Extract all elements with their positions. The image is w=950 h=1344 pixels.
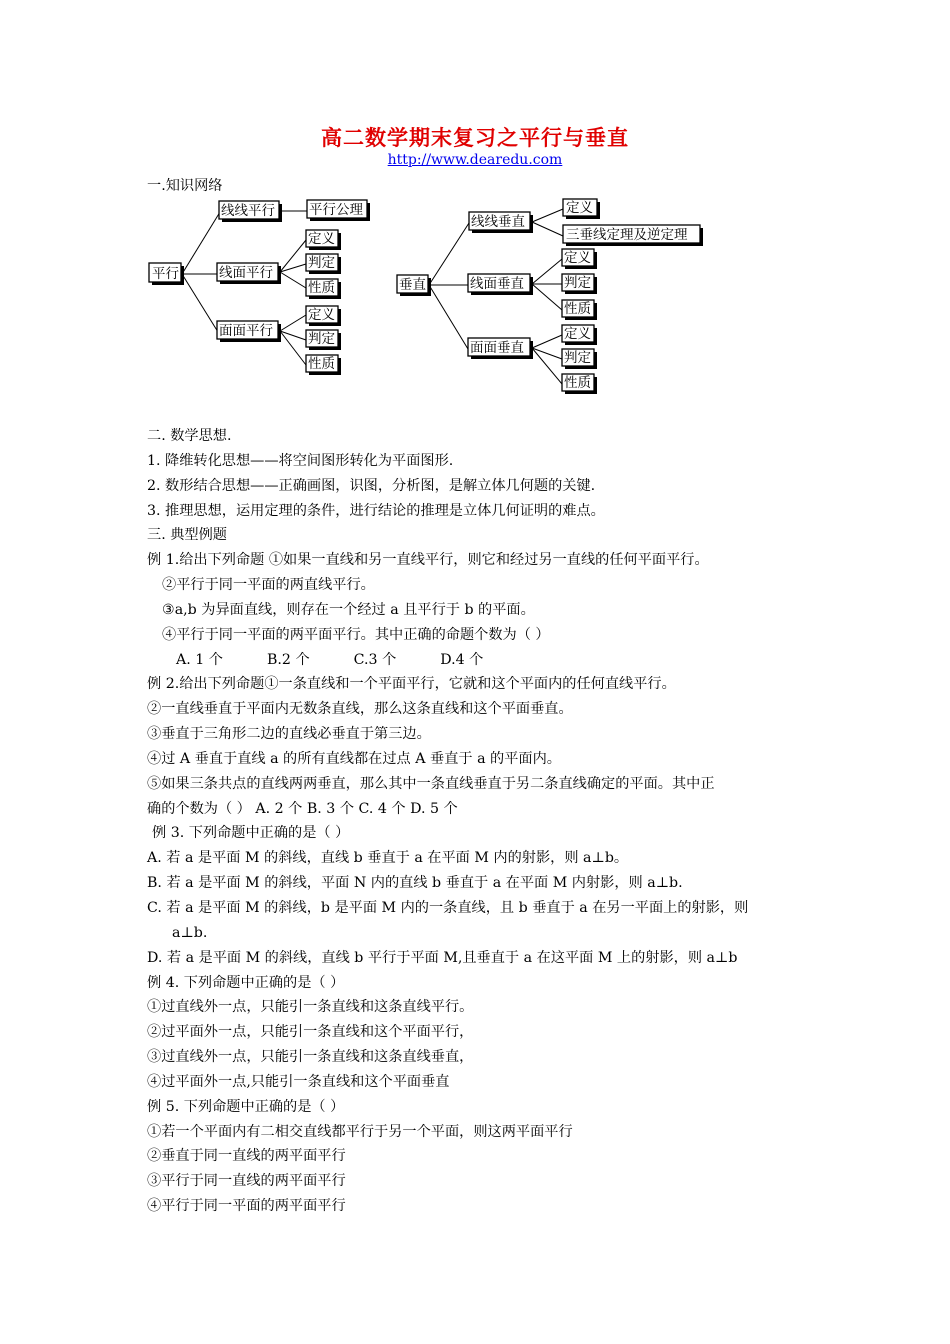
node-lp-perp-criterion	[562, 274, 597, 294]
example-3-stem: 例 3. 下列命题中正确的是（ ）	[152, 825, 350, 841]
svg-text:性质: 性质	[564, 375, 591, 391]
node-line-line-parallel	[219, 201, 282, 222]
svg-text:面面平行: 面面平行	[219, 323, 273, 339]
thought-item: 2. 数形结合思想——正确画图，识图，分析图，是解立体几何题的关键.	[147, 478, 596, 494]
example-1-item: ③a,b 为异面直线，则存在一个经过 a 且平行于 b 的平面。	[162, 602, 535, 618]
node-lp-parallel-property	[306, 279, 341, 299]
node-parallel-root	[149, 263, 184, 285]
section-knowledge-network: 一.知识网络	[147, 178, 223, 194]
svg-text:性质: 性质	[308, 280, 335, 296]
section-math-thinking: 二. 数学思想.	[147, 428, 232, 444]
example-2-line: ④过 A 垂直于直线 a 的所有直线都在过点 A 垂直于 a 的平面内。	[147, 751, 561, 767]
example-2-line: ②一直线垂直于平面内无数条直线，那么这条直线和这个平面垂直。	[147, 701, 573, 717]
svg-text:线线平行: 线线平行	[221, 203, 275, 219]
option-b: B.2 个	[267, 652, 310, 668]
svg-text:定义: 定义	[308, 307, 335, 323]
svg-text:性质: 性质	[564, 301, 591, 317]
svg-text:性质: 性质	[308, 356, 335, 372]
source-link[interactable]: http://www.dearedu.com	[387, 152, 563, 168]
node-lp-perp-property	[562, 300, 597, 320]
example-2-line: ③垂直于三角形二边的直线必垂直于第三边。	[147, 726, 431, 742]
example-4-item: ④过平面外一点,只能引一条直线和这个平面垂直	[147, 1074, 450, 1090]
node-lp-parallel-definition	[306, 230, 341, 250]
example-3-option-a: A. 若 a 是平面 M 的斜线，直线 b 垂直于 a 在平面 M 内的射影，则 a⊥b。	[147, 850, 629, 866]
option-a: A. 1 个	[176, 652, 223, 668]
example-1-options	[176, 651, 527, 669]
example-1-stem: 例 1.给出下列命题 ①如果一直线和另一直线平行，则它和经过另一直线的任何平面平行。	[147, 552, 709, 568]
node-three-perpendiculars-theorem	[563, 225, 703, 246]
node-lp-perp-definition	[562, 249, 597, 269]
option-c: C.3 个	[353, 652, 397, 668]
node-pp-perp-criterion	[562, 349, 597, 369]
svg-text:定义: 定义	[566, 200, 593, 216]
svg-text:定义: 定义	[308, 231, 335, 247]
svg-text:线线垂直: 线线垂直	[471, 214, 525, 230]
node-line-plane-perpendicular	[468, 274, 533, 295]
example-4-stem: 例 4. 下列命题中正确的是（ ）	[147, 975, 345, 991]
example-3-option-c: C. 若 a 是平面 M 的斜线，b 是平面 M 内的一条直线，且 b 垂直于 a 在另一平面上的射影，则	[147, 900, 749, 916]
svg-text:判定: 判定	[308, 255, 335, 271]
example-5-item: ④平行于同一平面的两平面平行	[147, 1198, 346, 1214]
node-pp-perp-property	[562, 374, 597, 394]
example-2-options: 确的个数为（ ） A. 2 个 B. 3 个 C. 4 个 D. 5 个	[147, 801, 458, 817]
node-pp-parallel-property	[306, 355, 341, 375]
node-lp-parallel-criterion	[306, 254, 341, 274]
node-pp-parallel-criterion	[306, 330, 341, 350]
example-4-item: ②过平面外一点，只能引一条直线和这个平面平行，	[147, 1024, 474, 1040]
svg-text:判定: 判定	[564, 275, 591, 291]
knowledge-network-diagram	[0, 0, 950, 410]
option-d: D.4 个	[440, 652, 484, 668]
example-5-item: ①若一个平面内有二相交直线都平行于另一个平面，则这两平面平行	[147, 1124, 573, 1140]
svg-text:平行公理: 平行公理	[309, 202, 363, 218]
example-3-option-b: B. 若 a 是平面 M 的斜线，平面 N 内的直线 b 垂直于 a 在平面 M 内射影，则 a⊥b.	[147, 875, 683, 891]
svg-text:线面垂直: 线面垂直	[470, 276, 524, 292]
svg-text:三垂线定理及逆定理: 三垂线定理及逆定理	[566, 227, 688, 243]
svg-text:垂直: 垂直	[399, 277, 426, 293]
node-parallel-axiom	[307, 200, 370, 221]
section-typical-examples: 三. 典型例题	[147, 527, 227, 543]
node-pp-parallel-definition	[306, 306, 341, 326]
node-line-plane-parallel	[217, 263, 281, 284]
example-4-item: ③过直线外一点，只能引一条直线和这条直线垂直，	[147, 1049, 474, 1065]
svg-text:平行: 平行	[152, 266, 179, 282]
svg-text:定义: 定义	[564, 250, 591, 266]
node-line-line-perpendicular	[469, 212, 533, 233]
example-1-item: ④平行于同一平面的两平面平行。其中正确的命题个数为（ ）	[162, 627, 550, 643]
node-ll-perp-definition	[563, 199, 600, 219]
example-3-option-c-cont: a⊥b.	[172, 925, 208, 941]
example-3-option-d: D. 若 a 是平面 M 的斜线，直线 b 平行于平面 M,且垂直于 a 在这平面 M 上的射影，则 a⊥b	[147, 950, 738, 966]
node-pp-perp-definition	[562, 325, 597, 345]
node-plane-plane-parallel	[217, 321, 281, 342]
example-5-item: ③平行于同一直线的两平面平行	[147, 1173, 346, 1189]
node-plane-plane-perpendicular	[468, 338, 533, 359]
node-perpendicular-root	[397, 275, 431, 296]
svg-text:判定: 判定	[564, 350, 591, 366]
svg-text:面面垂直: 面面垂直	[470, 340, 524, 356]
svg-text:判定: 判定	[308, 331, 335, 347]
example-2-line: ⑤如果三条共点的直线两两垂直，那么其中一条直线垂直于另二条直线确定的平面。其中正	[147, 776, 715, 792]
example-2-line: 例 2.给出下列命题①一条直线和一个平面平行，它就和这个平面内的任何直线平行。	[147, 676, 676, 692]
document-title: 高二数学期末复习之平行与垂直	[321, 125, 629, 150]
thought-item: 3. 推理思想，运用定理的条件，进行结论的推理是立体几何证明的难点。	[147, 503, 605, 519]
example-5-item: ②垂直于同一直线的两平面平行	[147, 1148, 346, 1164]
example-4-item: ①过直线外一点，只能引一条直线和这条直线平行。	[147, 999, 474, 1015]
example-5-stem: 例 5. 下列命题中正确的是（ ）	[147, 1099, 345, 1115]
svg-text:定义: 定义	[564, 326, 591, 342]
example-1-item: ②平行于同一平面的两直线平行。	[162, 577, 375, 593]
svg-text:线面平行: 线面平行	[219, 265, 273, 281]
thought-item: 1. 降维转化思想——将空间图形转化为平面图形.	[147, 453, 454, 469]
